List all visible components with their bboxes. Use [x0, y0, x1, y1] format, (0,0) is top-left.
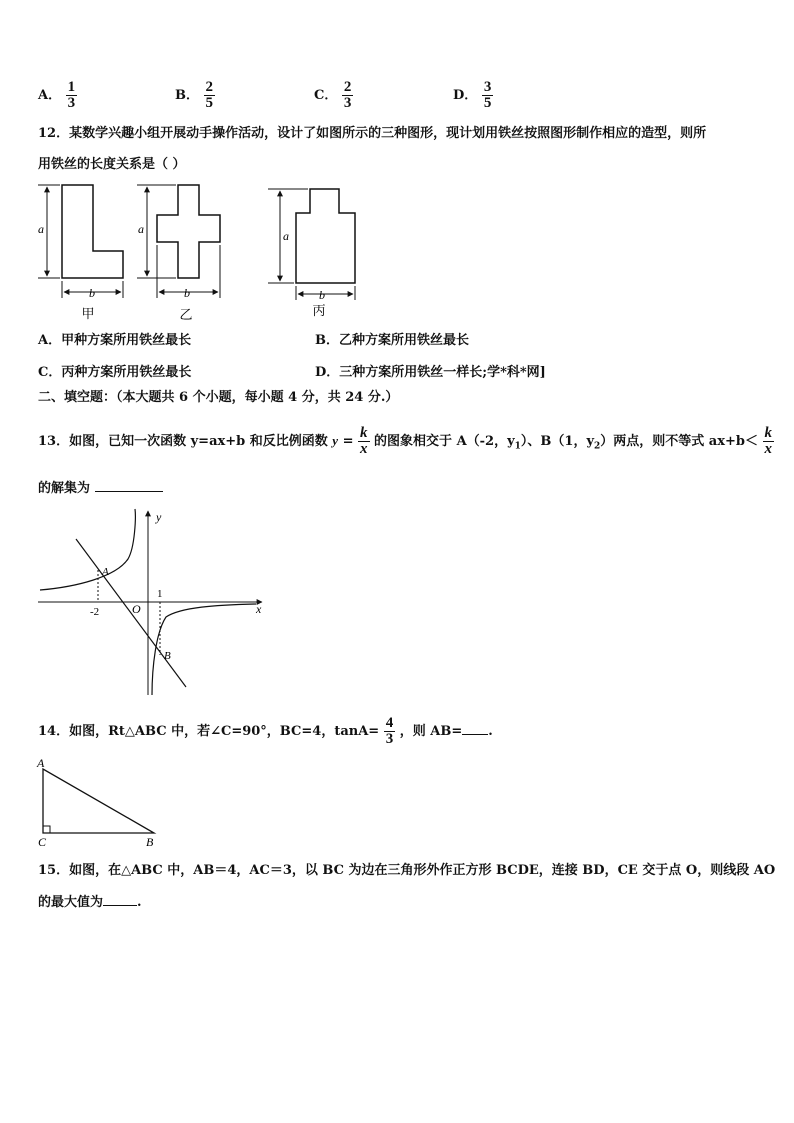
q12-option-b: B．乙种方案所用铁丝最长 [315, 333, 469, 348]
fraction-denominator: 5 [483, 95, 492, 111]
option-label: B． [175, 88, 199, 103]
q15-text: 的最大值为 [38, 895, 104, 910]
figure-caption: 丙 [312, 303, 326, 318]
dim-label-a: a [138, 222, 144, 236]
q14-triangle [34, 755, 164, 851]
fraction-numerator: 2 [205, 79, 214, 95]
option-fraction [204, 80, 216, 111]
fraction-numerator: k [764, 425, 772, 441]
vertex-c-label: C [38, 835, 47, 849]
y-axis-label: y [156, 510, 162, 524]
figure-caption: 甲 [81, 306, 95, 321]
q15-stem-line1: 15．如图，在△ABC 中，AB＝4，AC＝3，以 BC 为边在三角形外作正方形 BCDE，连接 BD，CE 交于点 O，则线段 AO [38, 863, 776, 878]
x-axis-label: x [256, 602, 262, 616]
option-fraction [342, 80, 354, 111]
fraction-denominator: x [360, 441, 368, 457]
option-label: A． [38, 88, 62, 103]
tick-label-neg2: -2 [90, 606, 100, 618]
fraction-denominator: x [764, 441, 772, 457]
q13-stem-line1 [38, 423, 774, 465]
subscript: 2 [594, 441, 601, 452]
func-eq: = [338, 434, 359, 449]
option-fraction [482, 80, 494, 111]
right-triangle [43, 769, 154, 833]
dim-label-b: b [319, 288, 325, 302]
fraction-denominator: 3 [385, 731, 394, 747]
option-label: C． [314, 88, 338, 103]
fraction-numerator: 4 [385, 715, 394, 731]
q12-option-c: C．丙种方案所用铁丝最长 [38, 365, 192, 380]
subscript: 1 [514, 441, 521, 452]
fraction-numerator: 2 [343, 79, 352, 95]
vertex-a-label: A [37, 756, 45, 770]
q11-option-d [453, 80, 493, 111]
q13-text: 的解集为 [38, 481, 91, 496]
dim-label-a: a [283, 229, 289, 243]
func-y: y [332, 433, 339, 448]
q12-stem-line2: 用铁丝的长度关系是（ ） [38, 157, 186, 172]
fraction-denominator: 5 [205, 95, 214, 111]
figure-bing [268, 189, 355, 318]
q14-text: . [488, 724, 493, 739]
answer-blank [103, 905, 137, 906]
inline-fraction [763, 426, 775, 457]
fraction-numerator: k [360, 425, 368, 441]
fraction-denominator: 3 [67, 95, 76, 111]
q14-text: 14．如图，Rt△ABC 中，若∠C=90°，BC=4，tanA= [38, 724, 380, 739]
cross-shape-outline [157, 185, 220, 278]
option-fraction [66, 80, 78, 111]
q15-text: . [137, 895, 142, 910]
answer-blank [95, 491, 163, 492]
vertex-b-label: B [146, 835, 154, 849]
option-label: D． [453, 88, 478, 103]
q12-option-d: D．三种方案所用铁丝一样长;学*科*网] [315, 365, 546, 380]
q11-option-b [175, 80, 215, 111]
q14-stem [38, 714, 493, 750]
dim-label-b: b [89, 286, 95, 300]
figure-caption: 乙 [179, 307, 193, 322]
figure-jia [38, 185, 123, 321]
fraction-numerator: 1 [67, 79, 76, 95]
point-a-label: A [102, 566, 109, 578]
l-shape-outline [62, 185, 123, 278]
inline-fraction [384, 716, 396, 747]
house-shape-outline [296, 189, 355, 283]
dim-label-a: a [38, 222, 44, 236]
section-heading: 二、填空题：（本大题共 6 个小题，每小题 4 分，共 24 分.） [38, 390, 399, 405]
q12-figures [30, 178, 370, 323]
q13-text: 的图象相交于 A（-2，y [374, 434, 515, 449]
origin-label: O [132, 602, 141, 616]
point-b-label: B [164, 650, 171, 662]
fraction-denominator: 3 [343, 95, 352, 111]
q11-option-c [314, 80, 353, 111]
q13-text: ）两点，则不等式 ax+b＜ [600, 434, 758, 449]
tick-label-1: 1 [157, 588, 163, 600]
figure-yi [137, 185, 220, 322]
inline-fraction [358, 426, 370, 457]
q12-option-a: A．甲种方案所用铁丝最长 [38, 333, 192, 348]
q13-text: 13．如图，已知一次函数 y=ax+b 和反比例函数 [38, 434, 328, 449]
q12-stem-line1: 12．某数学兴趣小组开展动手操作活动，设计了如图所示的三种图形，现计划用铁丝按照图形制作相应的造型，则所 [38, 126, 707, 141]
q13-stem-line2 [38, 480, 163, 498]
q14-text: ，则 AB= [399, 724, 463, 739]
q15-stem-line2 [38, 894, 142, 912]
fraction-numerator: 3 [483, 79, 492, 95]
dim-label-b: b [184, 286, 190, 300]
answer-blank [462, 734, 488, 735]
q13-graph [36, 507, 270, 697]
q11-option-a [38, 80, 77, 111]
q13-text: ）、B（1，y [520, 434, 595, 449]
right-angle-mark [43, 826, 50, 833]
hyperbola-branch-left [40, 509, 135, 590]
